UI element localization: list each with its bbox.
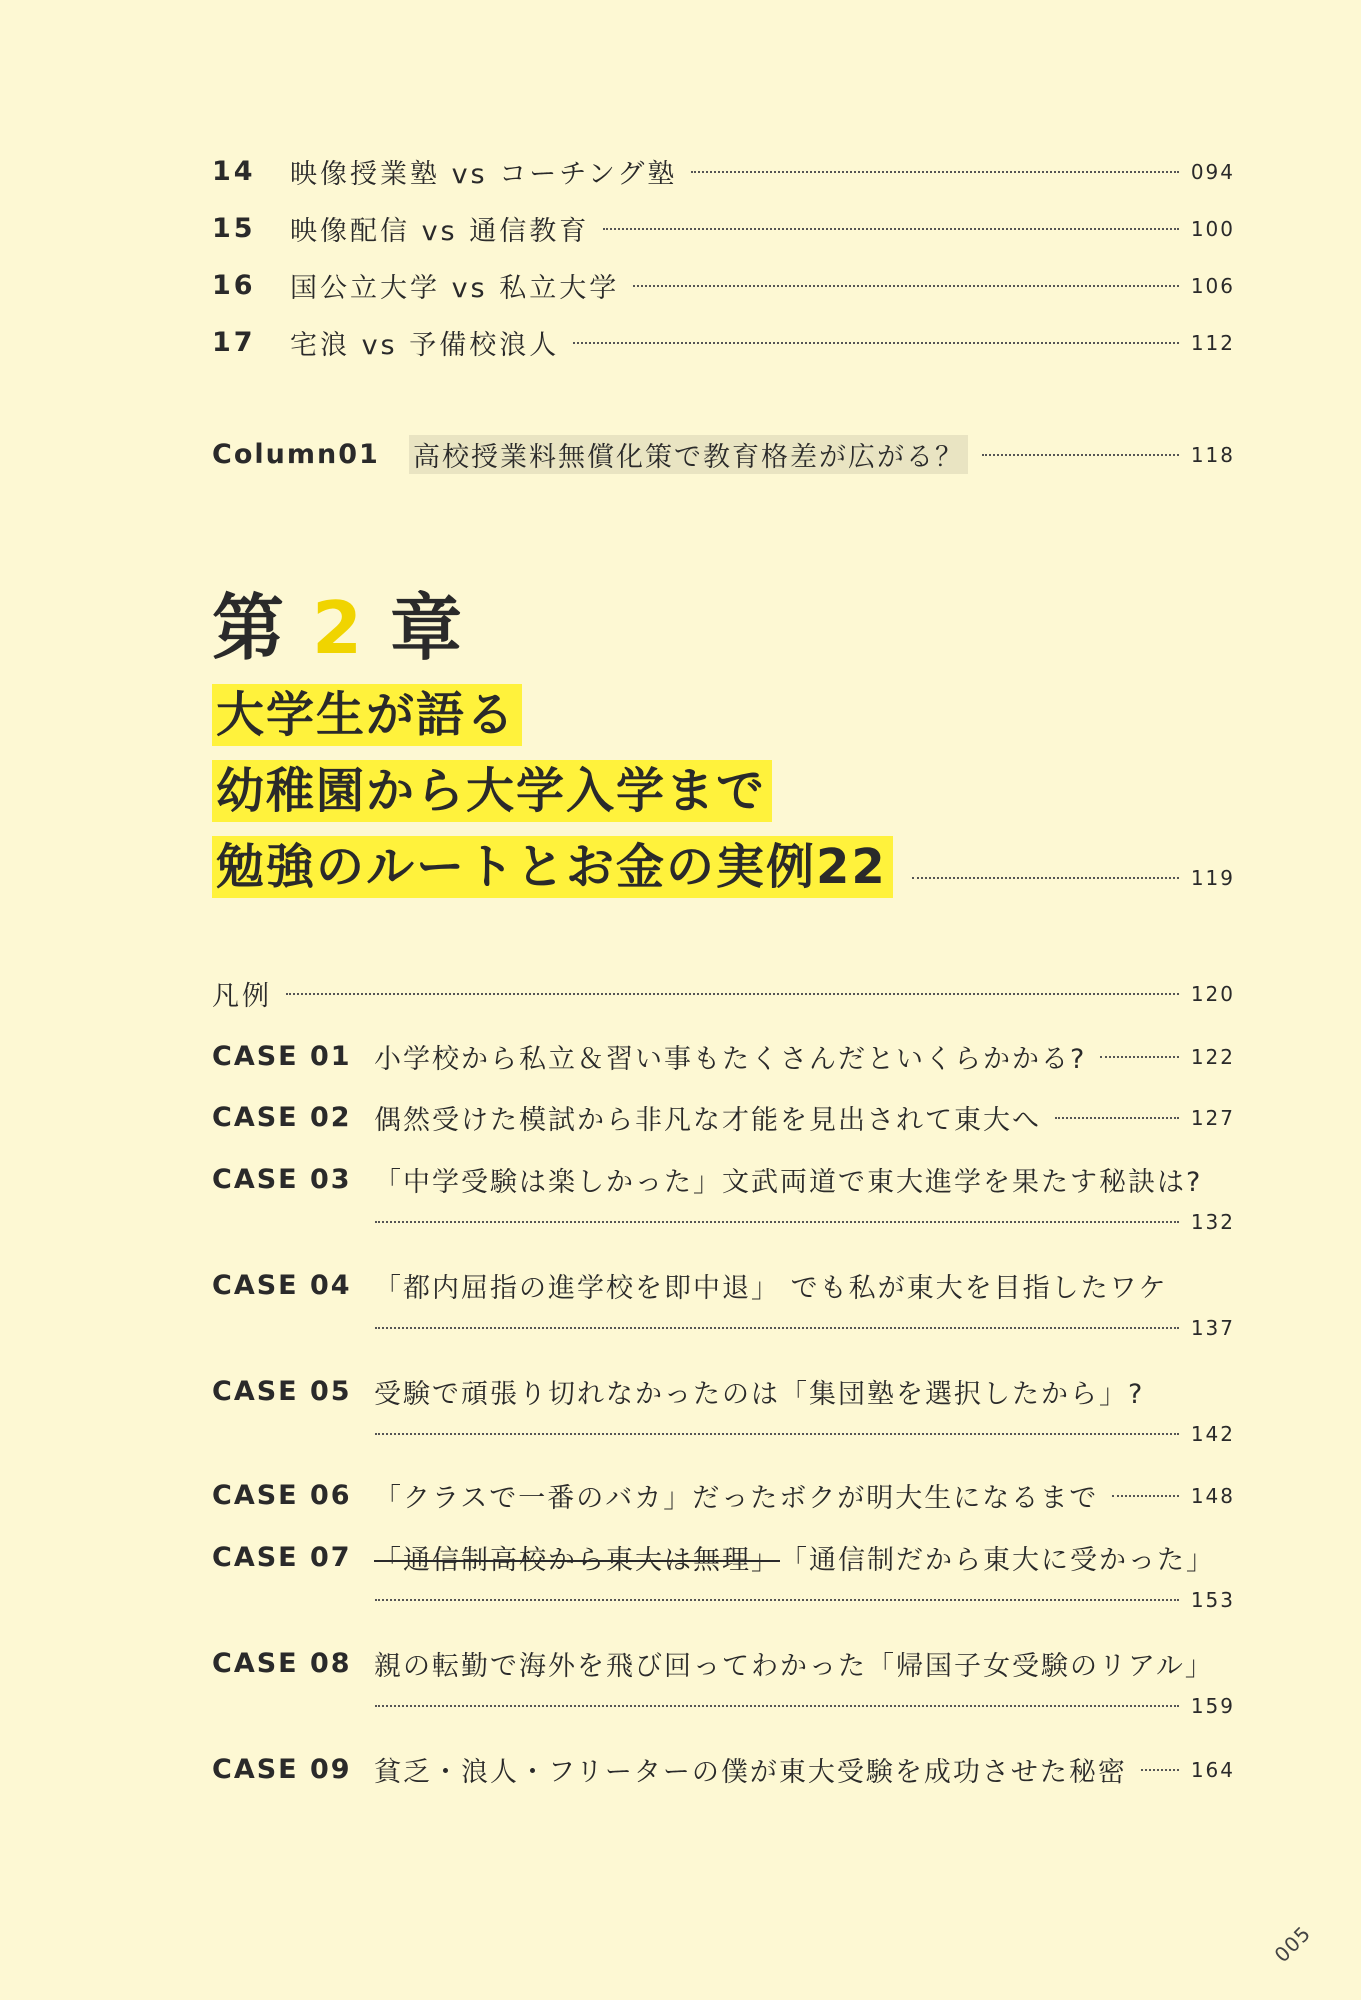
dotted-leader	[573, 342, 1179, 344]
column-entry[interactable]	[212, 435, 1235, 474]
page-number: 148	[1190, 1483, 1235, 1508]
case-entry[interactable]	[212, 1538, 1235, 1577]
toc-entry[interactable]	[212, 323, 1235, 362]
case-label: CASE 07	[212, 1542, 352, 1573]
dotted-leader	[691, 171, 1178, 173]
page-number: 159	[1190, 1694, 1235, 1718]
chapter-title-line: 幼稚園から大学入学まで	[212, 760, 772, 822]
case-label: CASE 05	[212, 1376, 352, 1407]
entry-title: 映像配信 vs 通信教育	[290, 216, 590, 247]
case-title: 受験で頑張り切れなかったのは「集団塾を選択したから」?	[374, 1379, 1145, 1410]
case-title: 「都内屈指の進学校を即中退」 でも私が東大を目指したワケ	[374, 1273, 1168, 1304]
case-label: CASE 08	[212, 1648, 352, 1679]
case-label: CASE 03	[212, 1164, 352, 1195]
dotted-leader	[982, 454, 1179, 456]
case-title: 「クラスで一番のバカ」だったボクが明大生になるまで	[374, 1483, 1099, 1514]
toc-entry[interactable]	[212, 209, 1235, 248]
dotted-leader	[375, 1327, 1179, 1329]
chapter-prefix: 第	[212, 586, 291, 670]
struck-title: 「通信制高校から東大は無理」	[374, 1545, 780, 1576]
case-entry[interactable]	[212, 1098, 1235, 1137]
entry-number: 14	[212, 156, 256, 187]
page-number: 106	[1190, 273, 1235, 298]
entry-title: 宅浪 vs 予備校浪人	[290, 330, 560, 361]
case-page-line[interactable]	[375, 1316, 1235, 1340]
page-number: 164	[1190, 1757, 1235, 1782]
page-number: 100	[1190, 216, 1235, 241]
entry-number: 17	[212, 327, 256, 358]
case-entry[interactable]	[212, 1644, 1235, 1683]
case-label: CASE 01	[212, 1041, 352, 1072]
chapter-page-link[interactable]	[912, 866, 1235, 890]
dotted-leader	[1100, 1056, 1178, 1058]
case-label: CASE 09	[212, 1754, 352, 1785]
dotted-leader	[375, 1433, 1179, 1435]
case-label: CASE 04	[212, 1270, 352, 1301]
legend-title: 凡例	[212, 981, 272, 1012]
case-entry[interactable]	[212, 1160, 1235, 1199]
case-page-line[interactable]	[375, 1422, 1235, 1446]
dotted-leader	[375, 1599, 1179, 1601]
case-entry[interactable]	[212, 1266, 1235, 1305]
dotted-leader	[286, 993, 1179, 995]
page-number: 153	[1190, 1588, 1235, 1612]
case-title: 親の転勤で海外を飛び回ってわかった「帰国子女受験のリアル」	[374, 1651, 1214, 1682]
legend-entry[interactable]	[212, 974, 1235, 1013]
page-folio: 005	[1269, 1920, 1316, 1968]
entry-number: 16	[212, 270, 256, 301]
dotted-leader	[912, 877, 1179, 879]
case-label: CASE 06	[212, 1480, 352, 1511]
case-page-line[interactable]	[375, 1694, 1235, 1718]
dotted-leader	[1055, 1117, 1179, 1119]
dotted-leader	[1141, 1769, 1179, 1771]
case-page-line[interactable]	[375, 1210, 1235, 1234]
case-title: 小学校から私立＆習い事もたくさんだといくらかかる?	[374, 1044, 1087, 1075]
column-label: Column01	[212, 439, 380, 470]
case-title: 「通信制だから東大に受かった」	[780, 1545, 1215, 1576]
dotted-leader	[603, 228, 1179, 230]
case-entry[interactable]	[212, 1372, 1235, 1411]
chapter-number: 2	[312, 586, 369, 670]
chapter-title-line: 大学生が語る	[212, 684, 522, 746]
page-number: 132	[1190, 1210, 1235, 1234]
toc-entry[interactable]	[212, 266, 1235, 305]
case-entry[interactable]	[212, 1476, 1235, 1515]
page-number: 112	[1190, 330, 1235, 355]
case-title: 「中学受験は楽しかった」文武両道で東大進学を果たす秘訣は?	[374, 1167, 1203, 1198]
toc-entry[interactable]	[212, 152, 1235, 191]
page-number: 127	[1190, 1105, 1235, 1130]
page-number: 094	[1190, 159, 1235, 184]
case-label: CASE 02	[212, 1102, 352, 1133]
dotted-leader	[375, 1705, 1179, 1707]
page-number: 142	[1190, 1422, 1235, 1446]
column-title: 高校授業料無償化策で教育格差が広がる？	[409, 435, 968, 474]
chapter-suffix: 章	[390, 586, 469, 670]
case-title: 貧乏・浪人・フリーターの僕が東大受験を成功させた秘密	[374, 1757, 1127, 1788]
chapter-title-line: 勉強のルートとお金の実例22	[212, 836, 893, 898]
page-number: 118	[1190, 442, 1235, 467]
page-number: 137	[1190, 1316, 1235, 1340]
dotted-leader	[375, 1221, 1179, 1223]
case-page-line[interactable]	[375, 1588, 1235, 1612]
dotted-leader	[1112, 1495, 1179, 1497]
entry-number: 15	[212, 213, 256, 244]
case-title: 偶然受けた模試から非凡な才能を見出されて東大へ	[374, 1105, 1041, 1136]
page-number: 119	[1190, 866, 1235, 890]
entry-title: 映像授業塾 vs コーチング塾	[290, 159, 678, 190]
page-number: 120	[1190, 981, 1235, 1006]
page-number: 122	[1190, 1044, 1235, 1069]
dotted-leader	[633, 285, 1179, 287]
case-entry[interactable]	[212, 1750, 1235, 1789]
case-entry[interactable]	[212, 1037, 1235, 1076]
chapter-heading	[212, 570, 468, 674]
entry-title: 国公立大学 vs 私立大学	[290, 273, 620, 304]
